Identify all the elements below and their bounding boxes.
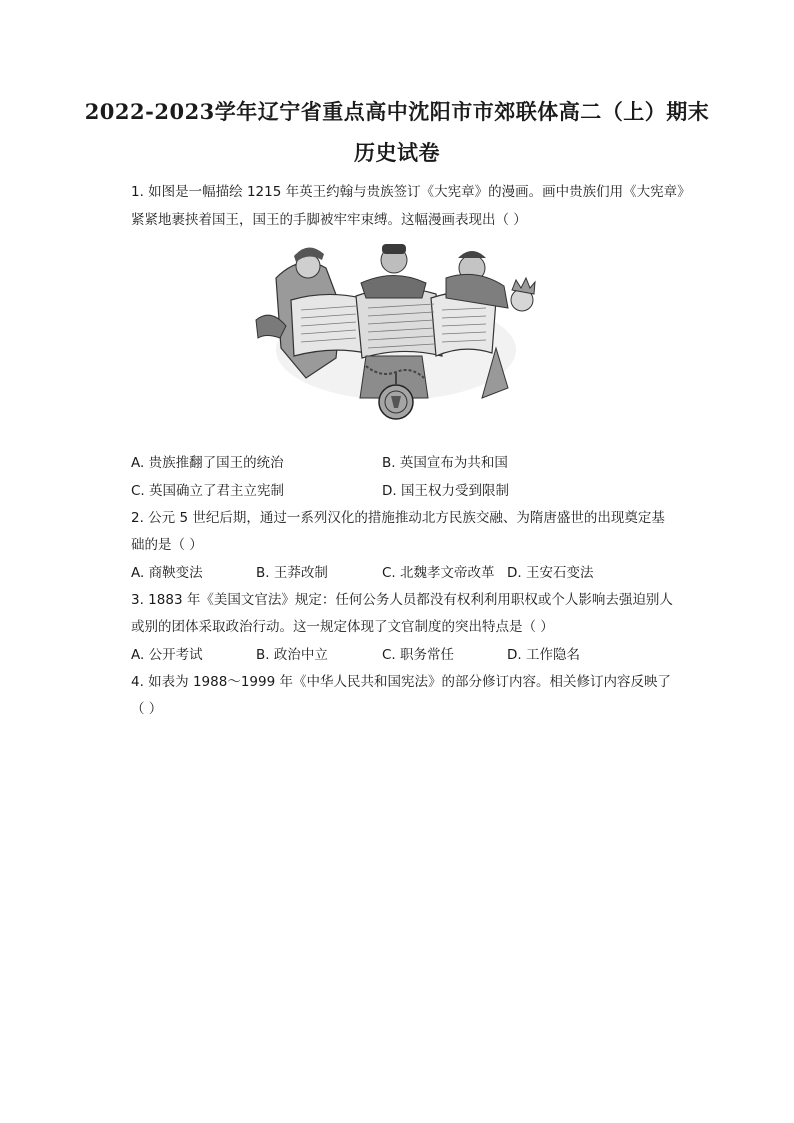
question-4-text-line-2: （ ） bbox=[131, 701, 163, 717]
magna-carta-cartoon-image bbox=[246, 238, 550, 428]
question-2-option-d[interactable]: D. 王安石变法 bbox=[507, 565, 594, 581]
question-3-option-c[interactable]: C. 职务常任 bbox=[382, 647, 455, 663]
question-1-text-line-1: 1. 如图是一幅描绘 1215 年英王约翰与贵族签订《大宪章》的漫画。画中贵族们用《大宪章》 bbox=[131, 184, 691, 200]
exam-title-line-1: 2022-2023学年辽宁省重点高中沈阳市市郊联体高二（上）期末 bbox=[84, 99, 710, 124]
question-1-option-c[interactable]: C. 英国确立了君主立宪制 bbox=[131, 483, 285, 499]
question-3-option-b[interactable]: B. 政治中立 bbox=[256, 647, 328, 663]
question-2-option-b[interactable]: B. 王莽改制 bbox=[256, 565, 328, 581]
question-1-option-d[interactable]: D. 国王权力受到限制 bbox=[382, 483, 509, 499]
question-1-option-a[interactable]: A. 贵族推翻了国王的统治 bbox=[131, 455, 284, 471]
question-4-text-line-1: 4. 如表为 1988～1999 年《中华人民共和国宪法》的部分修订内容。相关修订内容反映了 bbox=[131, 674, 671, 690]
question-2-text-line-2: 础的是（ ） bbox=[131, 537, 203, 553]
question-1-option-b[interactable]: B. 英国宣布为共和国 bbox=[382, 455, 508, 471]
question-3-text-line-1: 3. 1883 年《美国文官法》规定：任何公务人员都没有权利利用职权或个人影响去强迫别人 bbox=[131, 592, 673, 608]
question-3-option-d[interactable]: D. 工作隐名 bbox=[507, 647, 580, 663]
question-2-option-a[interactable]: A. 商鞅变法 bbox=[131, 565, 203, 581]
exam-title-line-2: 历史试卷 bbox=[354, 140, 440, 165]
question-3-option-a[interactable]: A. 公开考试 bbox=[131, 647, 203, 663]
question-2-option-c[interactable]: C. 北魏孝文帝改革 bbox=[382, 565, 495, 581]
question-2-text-line-1: 2. 公元 5 世纪后期，通过一系列汉化的措施推动北方民族交融、为隋唐盛世的出现奠定基 bbox=[131, 510, 665, 526]
question-3-text-line-2: 或别的团体采取政治行动。这一规定体现了文官制度的突出特点是（ ） bbox=[131, 619, 554, 635]
question-1-text-line-2: 紧紧地裹挟着国王，国王的手脚被牢牢束缚。这幅漫画表现出（ ） bbox=[131, 212, 527, 228]
